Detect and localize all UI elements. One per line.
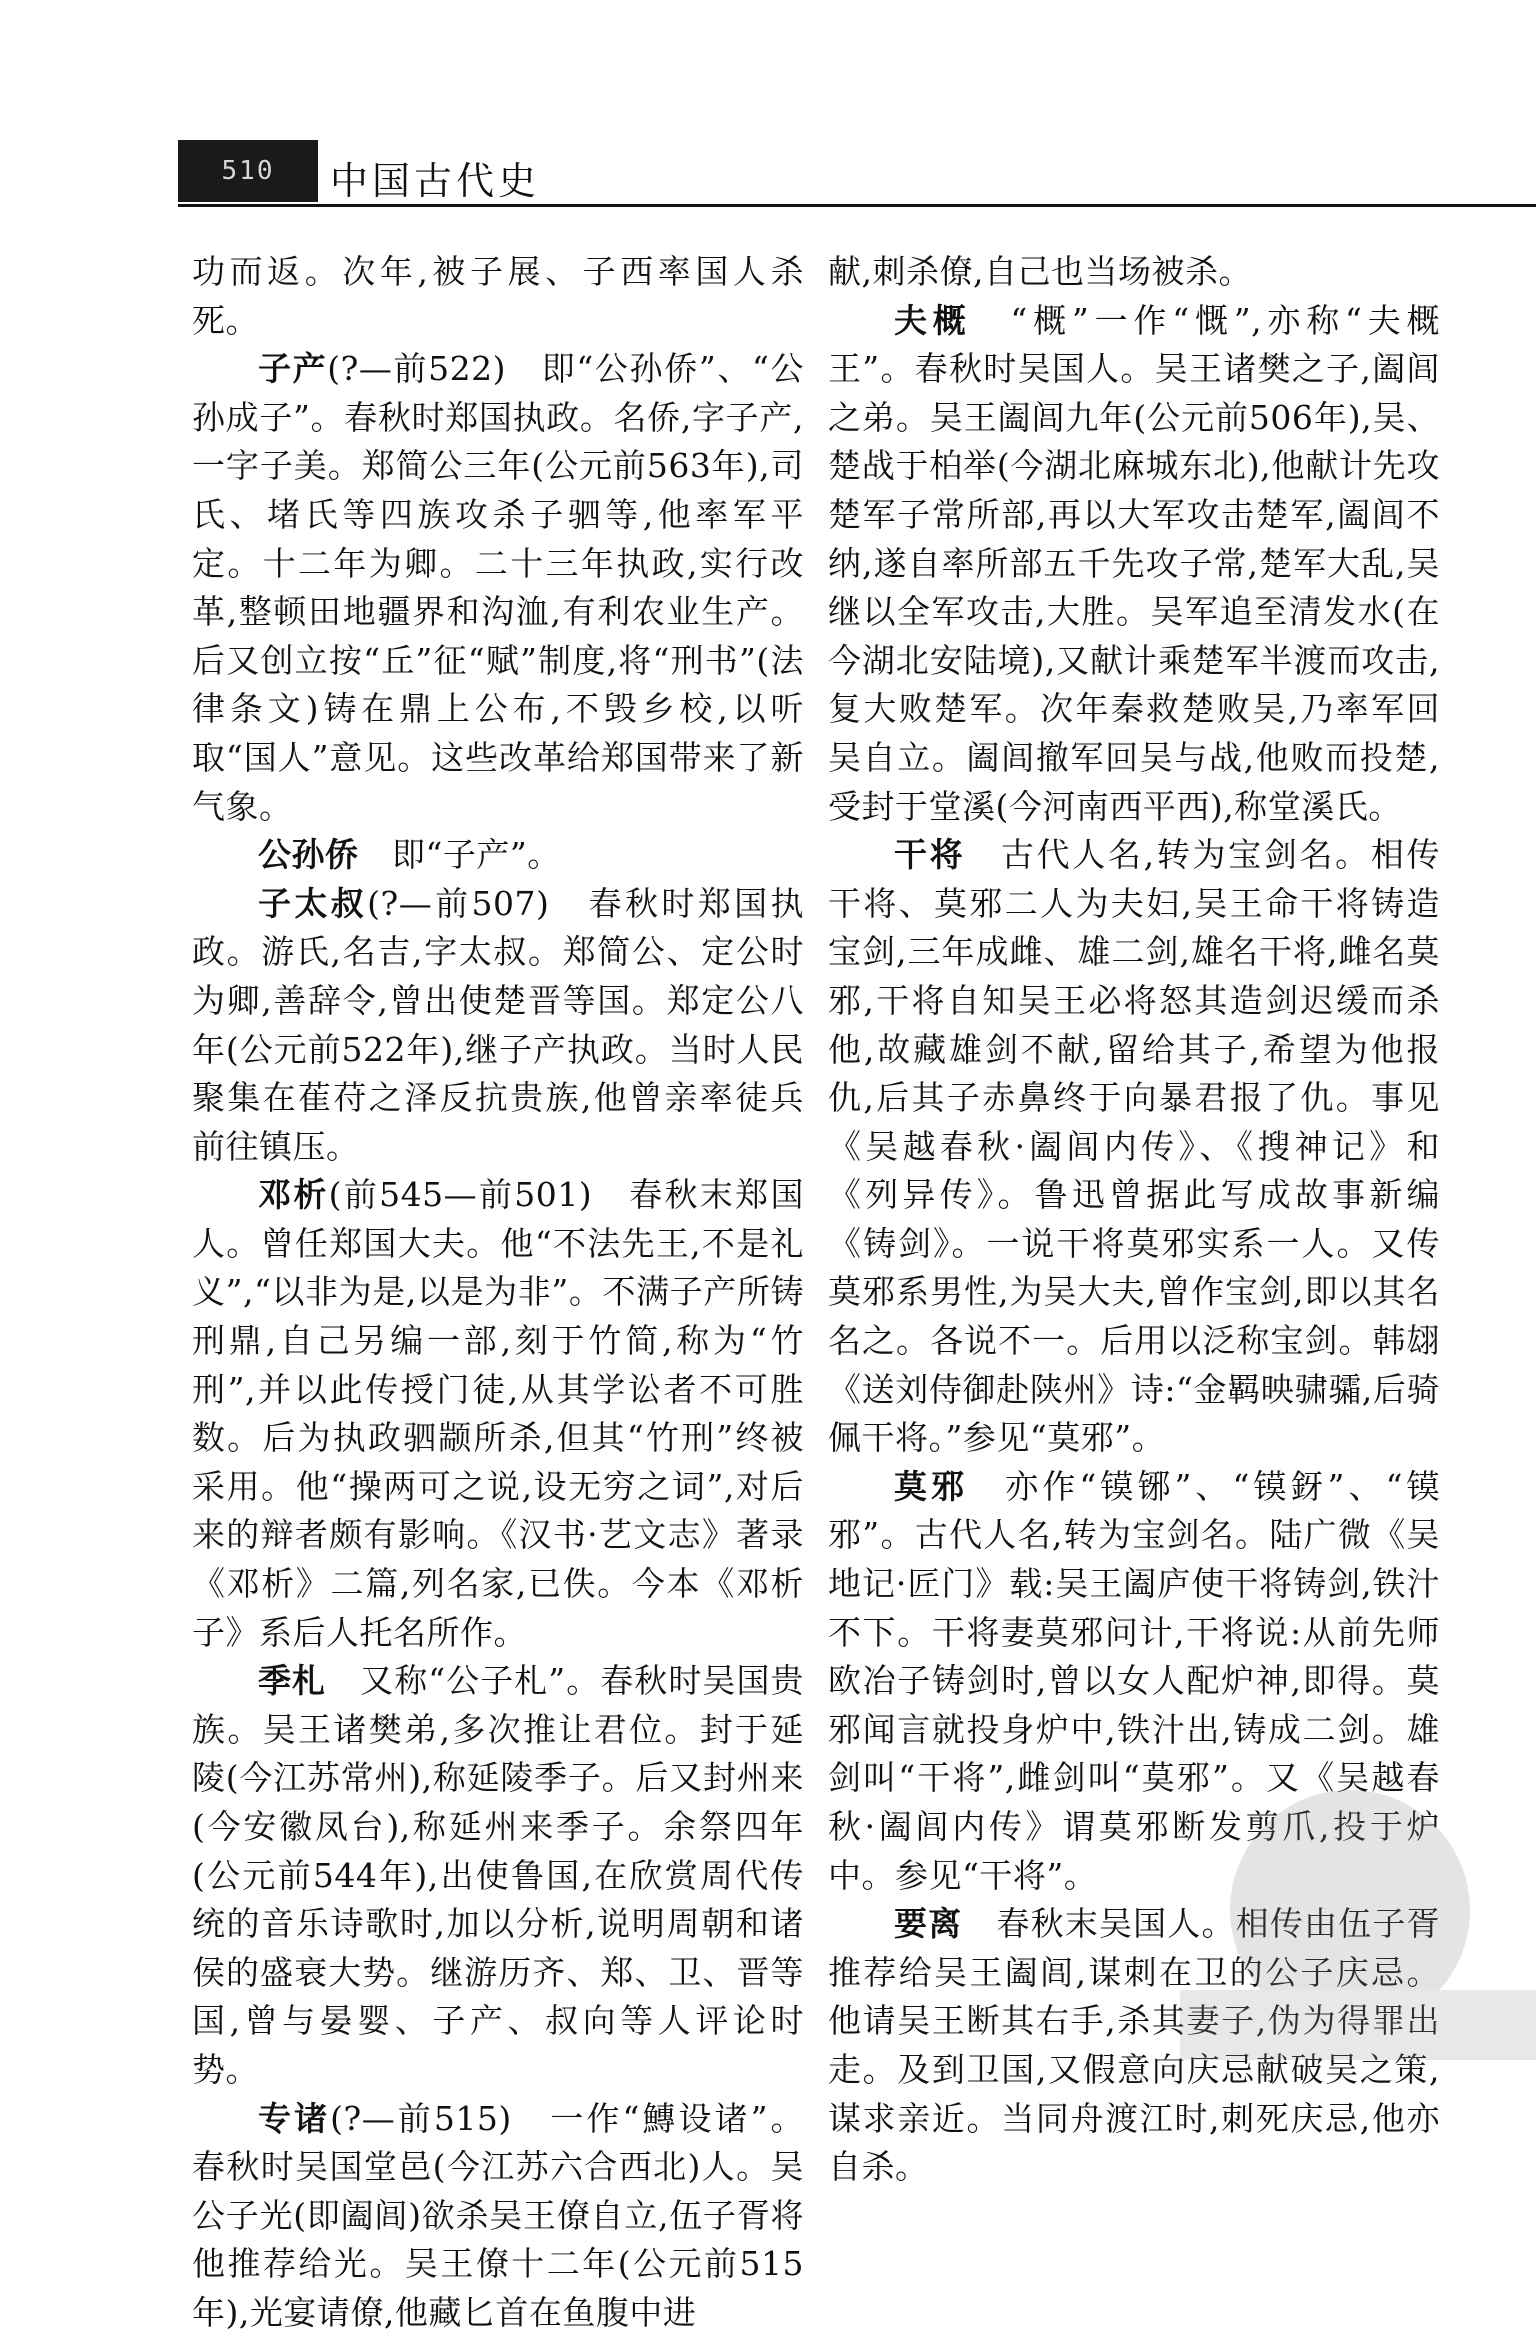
entry-paragraph <box>828 831 1440 1463</box>
entry-paragraph <box>192 880 804 1172</box>
entry-paragraph <box>828 1463 1440 1900</box>
book-title: 中国古代史 <box>330 159 541 203</box>
entry-paragraph <box>192 248 804 345</box>
right-column <box>828 248 1440 2192</box>
left-column <box>192 248 804 2338</box>
entry-term: 子产 <box>258 349 328 389</box>
entry-text: 献,刺杀僚,自己也当场被杀。 <box>828 252 1252 291</box>
entry-paragraph <box>828 297 1440 832</box>
entry-paragraph <box>192 2095 804 2338</box>
entry-paragraph <box>192 831 804 880</box>
entry-term: 邓析 <box>258 1175 329 1215</box>
entry-paragraph <box>192 1171 804 1657</box>
entry-text: 古代人名,转为宝剑名。相传干将、莫邪二人为夫妇,吴王命干将铸造宝剑,三年成雌、雄二剑,雄名干将,雌名莫邪,干将自知吴王必将怒其造剑迟缓而杀他,故藏雄剑不献,留给其子,希望为他报仇,后其子赤鼻终于向暴君报了仇。事见《吴越春秋·阖闾内传》、《搜神记》和《列异传》。鲁迅曾据此写成故事新编《铸剑》。一说干将莫邪实系一人。又传莫邪系男性,为吴大夫,曾作宝剑,即以其名名之。各说不一。后用以泛称宝剑。韩翃《送刘侍御赴陕州》诗:“金羁映骕骦,后骑佩干将。”参见“莫邪”。 <box>828 835 1441 1458</box>
entry-term: 要离 <box>894 1904 963 1944</box>
entry-term: 公孙侨 <box>258 835 359 875</box>
entry-paragraph <box>192 345 804 831</box>
entry-text: 春秋末吴国人。相传由伍子胥推荐给吴王阖闾,谋刺在卫的公子庆忌。他请吴王断其右手,杀其妻子,伪为得罪出走。及到卫国,又假意向庆忌献破吴之策,谋求亲近。当同舟渡江时,刺死庆忌,他亦自杀。 <box>828 1904 1441 2187</box>
entry-text: “概”一作“慨”,亦称“夫概王”。春秋时吴国人。吴王诸樊之子,阖闾之弟。吴王阖闾九年(公元前506年),吴、楚战于柏举(今湖北麻城东北),他献计先攻楚军子常所部,再以大军攻击楚军,阖闾不纳,遂自率所部五千先攻子常,楚军大乱,吴继以全军攻击,大胜。吴军追至清发水(在今湖北安陆境),又献计乘楚军半渡而攻击,复大败楚军。次年秦救楚败吴,乃率军回吴自立。阖闾撤军回吴与战,他败而投楚,受封于堂溪(今河南西平西),称堂溪氏。 <box>828 300 1441 826</box>
page-number-tab: 510 <box>178 140 318 202</box>
entry-text: (前545—前501) 春秋末郑国人。曾任郑国大夫。他“不法先王,不是礼义”,“以非为是,以是为非”。不满子产所铸刑鼎,自己另编一部,刻于竹简,称为“竹刑”,并以此传授门徒,从其学讼者不可胜数。后为执政驷颛所杀,但其“竹刑”终被采用。他“操两可之说,设无穷之词”,对后来的辩者颇有影响。《汉书·艺文志》著录《邓析》二篇,列名家,已佚。今本《邓析子》系后人托名所作。 <box>192 1175 805 1652</box>
entry-term: 干将 <box>894 835 966 875</box>
entry-text: (?—前515) 一作“鱄设诸”。春秋时吴国堂邑(今江苏六合西北)人。吴公子光(即阖闾)欲杀吴王僚自立,伍子胥将他推荐给光。吴王僚十二年(公元前515年),光宴请僚,他藏匕首在鱼腹中进 <box>192 2098 805 2332</box>
entry-term: 专诸 <box>258 2098 331 2138</box>
entry-paragraph <box>828 1900 1440 2192</box>
entry-term: 夫概 <box>894 300 972 340</box>
entry-paragraph <box>192 1657 804 2094</box>
entry-text: 亦作“镆铘”、“镆釾”、“镆邪”。古代人名,转为宝剑名。陆广微《吴地记·匠门》载:吴王阖庐使干将铸剑,铁汁不下。干将妻莫邪问计,干将说:从前先师欧冶子铸剑时,曾以女人配炉神,即得。莫邪闻言就投身炉中,铁汁出,铸成二剑。雄剑叫“干将”,雌剑叫“莫邪”。又《吴越春秋·阖闾内传》谓莫邪断发剪爪,投于炉中。参见“干将”。 <box>828 1466 1441 1895</box>
entry-paragraph <box>828 248 1440 297</box>
entry-term: 莫邪 <box>894 1466 969 1506</box>
entry-text: (?—前522) 即“公孙侨”、“公孙成子”。春秋时郑国执政。名侨,字子产,一字子美。郑简公三年(公元前563年),司氏、堵氏等四族攻杀子驷等,他率军平定。十二年为卿。二十三年执政,实行改革,整顿田地疆界和沟洫,有利农业生产。后又创立按“丘”征“赋”制度,将“刑书”(法律条文)铸在鼎上公布,不毁乡校,以听取“国人”意见。这些改革给郑国带来了新气象。 <box>192 349 804 826</box>
entry-text: 又称“公子札”。春秋时吴国贵族。吴王诸樊弟,多次推让君位。封于延陵(今江苏常州),称延陵季子。后又封州来(今安徽凤台),称延州来季子。余祭四年(公元前544年),出使鲁国,在欣赏周代传统的音乐诗歌时,加以分析,说明周朝和诸侯的盛衰大势。继游历齐、郑、卫、晋等国,曾与晏婴、子产、叔向等人评论时势。 <box>192 1661 804 2089</box>
entry-term: 季札 <box>258 1661 327 1701</box>
entry-text: (?—前507) 春秋时郑国执政。游氏,名吉,字太叔。郑简公、定公时为卿,善辞令,曾出使楚晋等国。郑定公八年(公元前522年),继子产执政。当时人民聚集在萑苻之泽反抗贵族,他曾亲率徒兵前往镇压。 <box>192 883 804 1166</box>
entry-text: 功而返。次年,被子展、子西率国人杀死。 <box>192 252 804 340</box>
entry-term: 子太叔 <box>258 883 368 923</box>
entry-text: 即“子产”。 <box>358 835 561 875</box>
header-rule <box>178 204 1536 207</box>
